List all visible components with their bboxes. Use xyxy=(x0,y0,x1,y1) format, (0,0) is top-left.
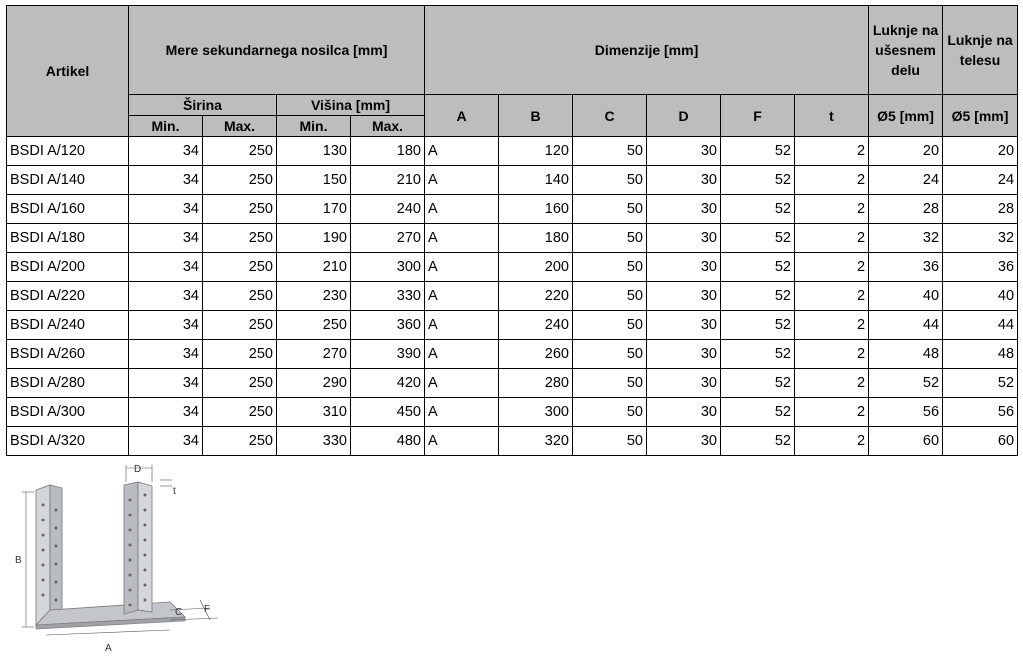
table-cell: A xyxy=(425,311,499,340)
table-cell: A xyxy=(425,398,499,427)
table-cell: 52 xyxy=(869,369,943,398)
header-col-b: B xyxy=(499,95,573,137)
table-cell: 50 xyxy=(573,282,647,311)
table-cell: 52 xyxy=(721,224,795,253)
table-cell: 50 xyxy=(573,398,647,427)
table-cell: 250 xyxy=(203,369,277,398)
table-cell: A xyxy=(425,166,499,195)
header-dimensions: Dimenzije [mm] xyxy=(425,6,869,95)
table-cell: 150 xyxy=(277,166,351,195)
table-cell: 230 xyxy=(277,282,351,311)
table-cell: 30 xyxy=(647,369,721,398)
table-cell: 250 xyxy=(203,427,277,456)
table-cell: 200 xyxy=(499,253,573,282)
dim-label-c: C xyxy=(175,607,183,618)
header-visina-min: Min. xyxy=(277,116,351,137)
cell-article: BSDI A/240 xyxy=(7,311,129,340)
hanger-diagram xyxy=(10,460,230,655)
table-row xyxy=(7,195,1018,224)
cell-article: BSDI A/260 xyxy=(7,340,129,369)
table-cell: 2 xyxy=(795,369,869,398)
table-cell: 480 xyxy=(351,427,425,456)
table-cell: 310 xyxy=(277,398,351,427)
table-cell: 44 xyxy=(943,311,1018,340)
table-cell: 2 xyxy=(795,398,869,427)
table-cell: 290 xyxy=(277,369,351,398)
table-cell: 20 xyxy=(943,137,1018,166)
table-cell: 2 xyxy=(795,253,869,282)
table-cell: 2 xyxy=(795,195,869,224)
table-cell: 34 xyxy=(129,398,203,427)
table-cell: 250 xyxy=(277,311,351,340)
table-cell: A xyxy=(425,369,499,398)
table-cell: 180 xyxy=(351,137,425,166)
table-cell: 50 xyxy=(573,253,647,282)
table-cell: 36 xyxy=(869,253,943,282)
table-cell: 210 xyxy=(351,166,425,195)
table-row xyxy=(7,282,1018,311)
table-cell: 300 xyxy=(499,398,573,427)
hanger-right-side xyxy=(124,482,138,614)
table-cell: 50 xyxy=(573,427,647,456)
table-cell: 34 xyxy=(129,253,203,282)
table-cell: 40 xyxy=(943,282,1018,311)
table-row xyxy=(7,166,1018,195)
header-sirina-max: Max. xyxy=(203,116,277,137)
table-cell: 50 xyxy=(573,195,647,224)
table-row xyxy=(7,398,1018,427)
hanger-left-side xyxy=(50,485,62,613)
table-cell: 250 xyxy=(203,195,277,224)
table-cell: 250 xyxy=(203,340,277,369)
table-cell: A xyxy=(425,224,499,253)
table-cell: 280 xyxy=(499,369,573,398)
table-cell: A xyxy=(425,253,499,282)
hanger-right-flange xyxy=(138,482,152,612)
header-col-t: t xyxy=(795,95,869,137)
header-col-f: F xyxy=(721,95,795,137)
cell-article: BSDI A/300 xyxy=(7,398,129,427)
dim-label-t: t xyxy=(173,486,176,497)
table-cell: 52 xyxy=(721,253,795,282)
table-cell: 30 xyxy=(647,398,721,427)
table-cell: A xyxy=(425,195,499,224)
table-cell: 250 xyxy=(203,166,277,195)
table-row xyxy=(7,369,1018,398)
header-holes-body: Luknje na telesu xyxy=(943,6,1018,95)
table-cell: 250 xyxy=(203,282,277,311)
table-cell: 250 xyxy=(203,398,277,427)
table-cell: 250 xyxy=(203,137,277,166)
table-cell: 52 xyxy=(721,282,795,311)
table-cell: 270 xyxy=(277,340,351,369)
table-cell: 330 xyxy=(277,427,351,456)
table-cell: 2 xyxy=(795,311,869,340)
table-cell: 36 xyxy=(943,253,1018,282)
header-col-a: A xyxy=(425,95,499,137)
table-cell: 170 xyxy=(277,195,351,224)
table-cell: 52 xyxy=(721,369,795,398)
header-col-d: D xyxy=(647,95,721,137)
table-cell: 300 xyxy=(351,253,425,282)
table-cell: 2 xyxy=(795,340,869,369)
dim-label-f: F xyxy=(204,604,211,615)
header-hole-size-body: Ø5 [mm] xyxy=(943,95,1018,137)
cell-article: BSDI A/220 xyxy=(7,282,129,311)
table-row xyxy=(7,137,1018,166)
table-cell: 240 xyxy=(499,311,573,340)
table-cell: 50 xyxy=(573,340,647,369)
table-cell: 56 xyxy=(869,398,943,427)
table-row xyxy=(7,224,1018,253)
table-cell: 270 xyxy=(351,224,425,253)
dim-label-b: B xyxy=(15,555,22,566)
table-cell: 30 xyxy=(647,195,721,224)
header-holes-hanger: Luknje na ušesnem delu xyxy=(869,6,943,95)
cell-article: BSDI A/180 xyxy=(7,224,129,253)
table-cell: 330 xyxy=(351,282,425,311)
table-cell: 52 xyxy=(721,311,795,340)
table-cell: 260 xyxy=(499,340,573,369)
table-cell: 20 xyxy=(869,137,943,166)
table-cell: 210 xyxy=(277,253,351,282)
table-cell: 250 xyxy=(203,224,277,253)
table-row xyxy=(7,427,1018,456)
table-cell: 24 xyxy=(943,166,1018,195)
table-cell: A xyxy=(425,282,499,311)
table-cell: 34 xyxy=(129,195,203,224)
header-artikel: Artikel xyxy=(7,6,129,137)
table-cell: 34 xyxy=(129,137,203,166)
table-cell: 52 xyxy=(721,195,795,224)
dim-label-a: A xyxy=(105,643,112,654)
cell-article: BSDI A/120 xyxy=(7,137,129,166)
table-cell: 120 xyxy=(499,137,573,166)
table-cell: 50 xyxy=(573,137,647,166)
table-cell: 50 xyxy=(573,224,647,253)
table-row xyxy=(7,340,1018,369)
table-cell: 40 xyxy=(869,282,943,311)
table-cell: A xyxy=(425,137,499,166)
table-cell: 24 xyxy=(869,166,943,195)
cell-article: BSDI A/160 xyxy=(7,195,129,224)
table-cell: 140 xyxy=(499,166,573,195)
table-cell: 220 xyxy=(499,282,573,311)
table-cell: 30 xyxy=(647,224,721,253)
table-cell: 48 xyxy=(943,340,1018,369)
table-cell: 30 xyxy=(647,253,721,282)
table-cell: 30 xyxy=(647,427,721,456)
table-cell: 160 xyxy=(499,195,573,224)
cell-article: BSDI A/140 xyxy=(7,166,129,195)
table-cell: 34 xyxy=(129,311,203,340)
table-cell: 2 xyxy=(795,137,869,166)
header-col-c: C xyxy=(573,95,647,137)
table-cell: 50 xyxy=(573,369,647,398)
spec-table xyxy=(6,5,1018,456)
table-body xyxy=(7,137,1018,456)
header-sirina-min: Min. xyxy=(129,116,203,137)
table-row xyxy=(7,311,1018,340)
table-cell: 240 xyxy=(351,195,425,224)
table-cell: 28 xyxy=(943,195,1018,224)
table-cell: 34 xyxy=(129,427,203,456)
table-cell: 420 xyxy=(351,369,425,398)
dim-label-d: D xyxy=(134,464,142,475)
cell-article: BSDI A/280 xyxy=(7,369,129,398)
table-cell: 250 xyxy=(203,253,277,282)
table-cell: 52 xyxy=(721,166,795,195)
table-cell: 2 xyxy=(795,166,869,195)
table-cell: 2 xyxy=(795,427,869,456)
header-visina-max: Max. xyxy=(351,116,425,137)
table-cell: 52 xyxy=(721,398,795,427)
table-cell: 56 xyxy=(943,398,1018,427)
table-cell: 50 xyxy=(573,311,647,340)
table-cell: 52 xyxy=(721,427,795,456)
table-header xyxy=(7,6,1018,137)
table-cell: 190 xyxy=(277,224,351,253)
table-cell: 50 xyxy=(573,166,647,195)
table-cell: 60 xyxy=(869,427,943,456)
table-cell: 30 xyxy=(647,166,721,195)
table-cell: 32 xyxy=(869,224,943,253)
table-cell: A xyxy=(425,427,499,456)
table-cell: 2 xyxy=(795,282,869,311)
table-cell: 48 xyxy=(869,340,943,369)
table-cell: 30 xyxy=(647,311,721,340)
table-cell: 180 xyxy=(499,224,573,253)
table-cell: 390 xyxy=(351,340,425,369)
table-cell: 30 xyxy=(647,282,721,311)
table-cell: 52 xyxy=(721,340,795,369)
table-cell: 52 xyxy=(943,369,1018,398)
header-visina: Višina [mm] xyxy=(277,95,425,116)
table-cell: 34 xyxy=(129,340,203,369)
cell-article: BSDI A/200 xyxy=(7,253,129,282)
table-cell: 44 xyxy=(869,311,943,340)
table-cell: 30 xyxy=(647,340,721,369)
table-cell: 52 xyxy=(721,137,795,166)
table-cell: 34 xyxy=(129,224,203,253)
table-row xyxy=(7,253,1018,282)
table-cell: 450 xyxy=(351,398,425,427)
header-hole-size-hanger: Ø5 [mm] xyxy=(869,95,943,137)
table-cell: 34 xyxy=(129,166,203,195)
table-cell: 250 xyxy=(203,311,277,340)
table-cell: 28 xyxy=(869,195,943,224)
table-cell: 60 xyxy=(943,427,1018,456)
table-cell: 2 xyxy=(795,224,869,253)
cell-article: BSDI A/320 xyxy=(7,427,129,456)
header-sirina: Širina xyxy=(129,95,277,116)
table-cell: 30 xyxy=(647,137,721,166)
table-cell: 360 xyxy=(351,311,425,340)
table-cell: 130 xyxy=(277,137,351,166)
table-cell: 34 xyxy=(129,282,203,311)
header-secondary-beam: Mere sekundarnega nosilca [mm] xyxy=(129,6,425,95)
table-cell: 32 xyxy=(943,224,1018,253)
table-cell: 34 xyxy=(129,369,203,398)
table-cell: 320 xyxy=(499,427,573,456)
table-cell: A xyxy=(425,340,499,369)
